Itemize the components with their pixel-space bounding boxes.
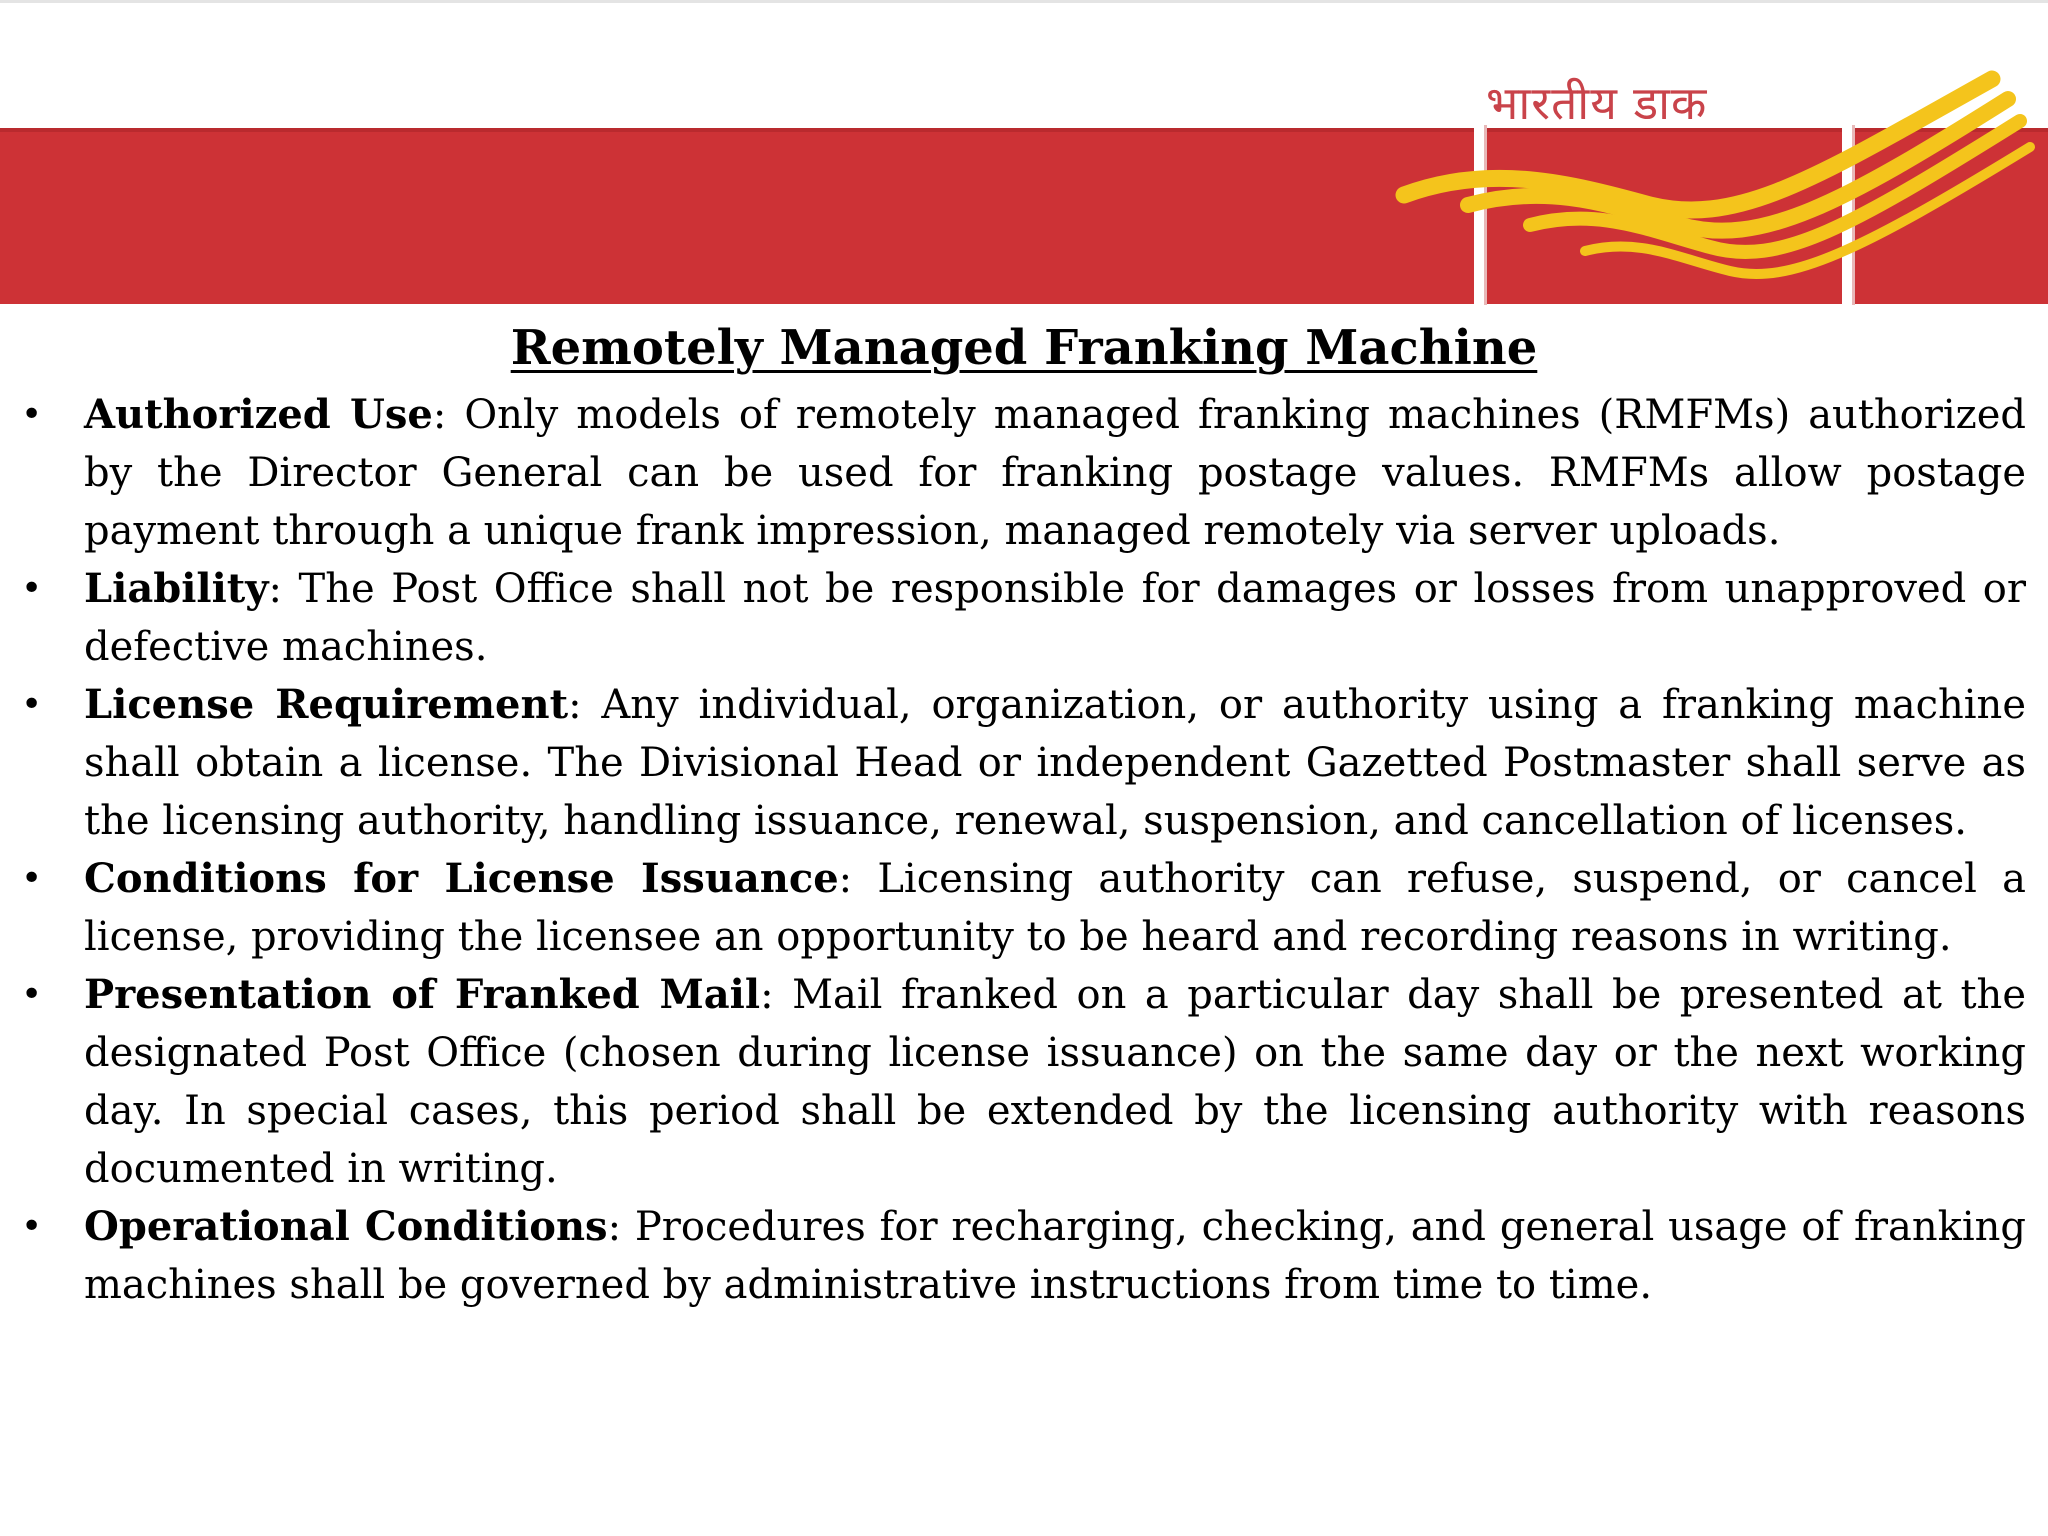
bullet-item: [21, 850, 2026, 966]
bullet-item: [21, 966, 2026, 1198]
bullet-term: Presentation of Franked Mail: [84, 971, 761, 1018]
bullet-item: [21, 560, 2026, 676]
bullet-text: : Mail franked on a particular day shall be presented at the designated Post Office (chosen during license issuance) on the same day or the next working day. In special cases, this period shall be extended by the licensing authority with reasons documented in writing.: [84, 972, 2026, 1192]
page-title: Remotely Managed Franking Machine: [510, 320, 1538, 376]
bullet-item: [21, 386, 2026, 560]
bullet-text: : The Post Office shall not be responsible for damages or losses from unapproved or defective machines.: [84, 566, 2026, 670]
bullet-icon: •: [21, 974, 43, 1015]
bullet-text: : Procedures for recharging, checking, and general usage of franking machines shall be governed by administrative instructions from time to time.: [84, 1204, 2026, 1308]
bullet-list: [0, 386, 2048, 1314]
bullet-term: Conditions for License Issuance: [84, 855, 839, 902]
bullet-icon: •: [21, 394, 43, 435]
india-post-logo-icon: [1380, 55, 2048, 305]
bullet-text: : Any individual, organization, or authority using a franking machine shall obtain a license. The Divisional Head or independent Gazetted Postmaster shall serve as the licensing authority, handling issuance, renewal, suspension, and cancellation of licenses.: [84, 682, 2026, 844]
logo-text: भारतीय डाक: [1486, 76, 1708, 130]
bullet-text: : Only models of remotely managed franking machines (RMFMs) authorized by the Director General can be used for franking postage values. RMFMs allow postage payment through a unique frank impression, managed remotely via server uploads.: [84, 392, 2026, 554]
top-divider: [0, 0, 2048, 3]
india-post-logo: [1380, 55, 2048, 305]
bullet-icon: •: [21, 684, 43, 725]
bullet-term: Operational Conditions: [84, 1203, 608, 1250]
bullet-item: [21, 676, 2026, 850]
bullet-term: Liability: [84, 565, 269, 612]
bullet-term: Authorized Use: [84, 391, 433, 438]
bullet-term: License Requirement: [84, 681, 569, 728]
bullet-text: : Licensing authority can refuse, suspend, or cancel a license, providing the licensee an opportunity to be heard and recording reasons in writing.: [84, 856, 2026, 960]
bullet-item: [21, 1198, 2026, 1314]
bullet-icon: •: [21, 568, 43, 609]
bullet-icon: •: [21, 858, 43, 899]
bullet-icon: •: [21, 1206, 43, 1247]
